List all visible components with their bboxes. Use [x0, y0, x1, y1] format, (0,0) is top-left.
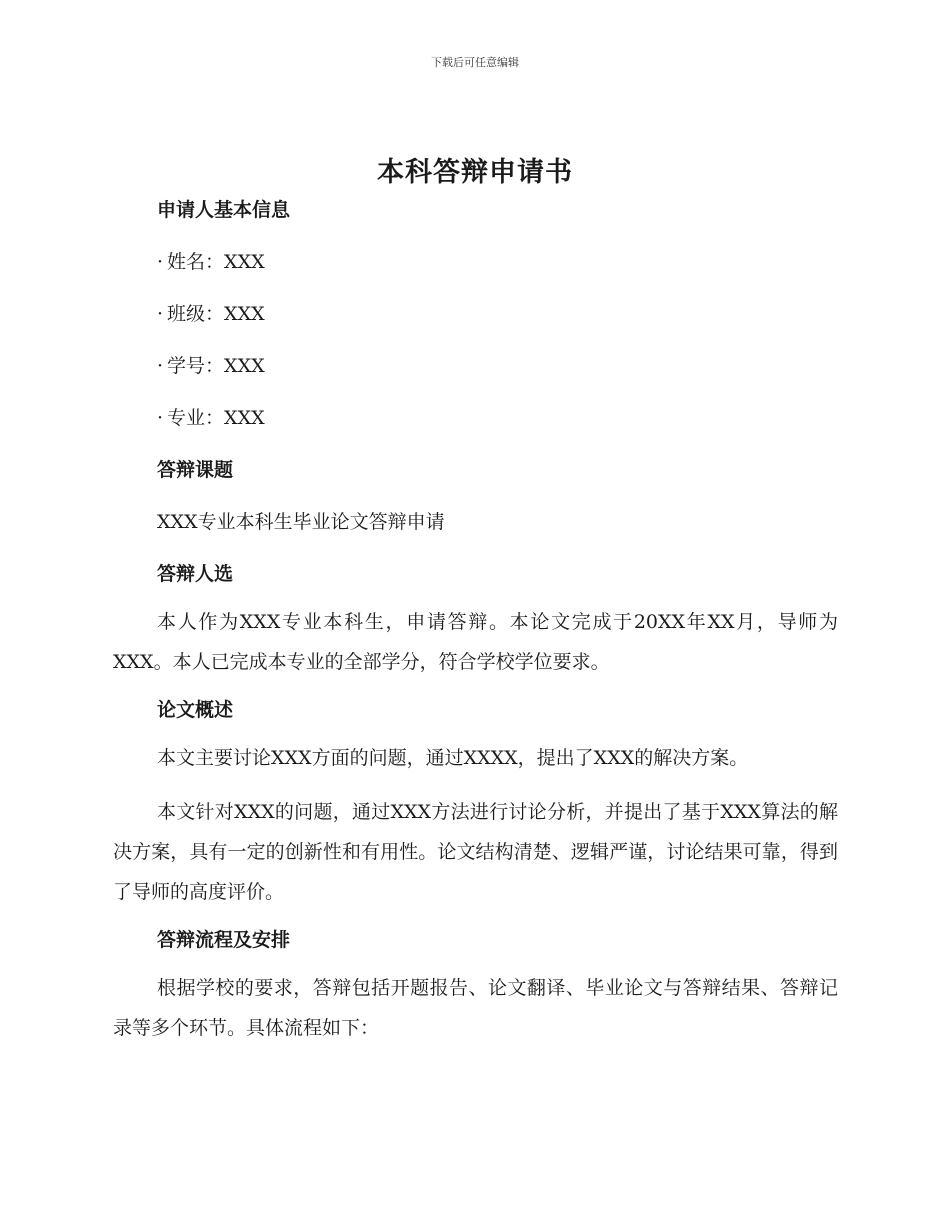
bullet-icon: ·: [157, 407, 164, 429]
info-item-name: · 姓名：XXX: [157, 251, 265, 273]
section-heading-process: 答辩流程及安排: [157, 929, 291, 951]
page-header: 下载后可任意编辑: [431, 56, 519, 69]
overview-paragraph-2: 本文针对XXX的问题，通过XXX方法进行讨论分析，并提出了基于XXX算法的解决方案，具有一定的创新性和有用性。论文结构清楚、逻辑严谨，讨论结果可靠，得到了导师的高度评价。: [113, 801, 838, 903]
info-item-class: · 班级：XXX: [157, 303, 265, 325]
document-title: 本科答辩申请书: [377, 157, 573, 188]
candidate-paragraph: 本人作为XXX专业本科生，申请答辩。本论文完成于20XX年XX月，导师为XXX。本人已完成本专业的全部学分，符合学校学位要求。: [113, 611, 838, 673]
section-heading-applicant: 申请人基本信息: [157, 199, 291, 221]
section-heading-topic: 答辩课题: [157, 459, 234, 481]
bullet-icon: ·: [157, 303, 164, 325]
info-item-student-id: · 学号：XXX: [157, 355, 265, 377]
overview-paragraph-1: 本文主要讨论XXX方面的问题，通过XXXX，提出了XXX的解决方案。: [157, 747, 749, 769]
info-item-major: · 专业：XXX: [157, 407, 265, 429]
bullet-icon: ·: [157, 355, 164, 377]
topic-text: XXX专业本科生毕业论文答辩申请: [157, 511, 445, 533]
section-heading-candidate: 答辩人选: [157, 563, 234, 585]
section-heading-overview: 论文概述: [157, 699, 234, 721]
process-paragraph: 根据学校的要求，答辩包括开题报告、论文翻译、毕业论文与答辩结果、答辩记录等多个环节。具体流程如下：: [113, 977, 838, 1039]
bullet-icon: ·: [157, 251, 164, 273]
document-body: [113, 196, 838, 1048]
